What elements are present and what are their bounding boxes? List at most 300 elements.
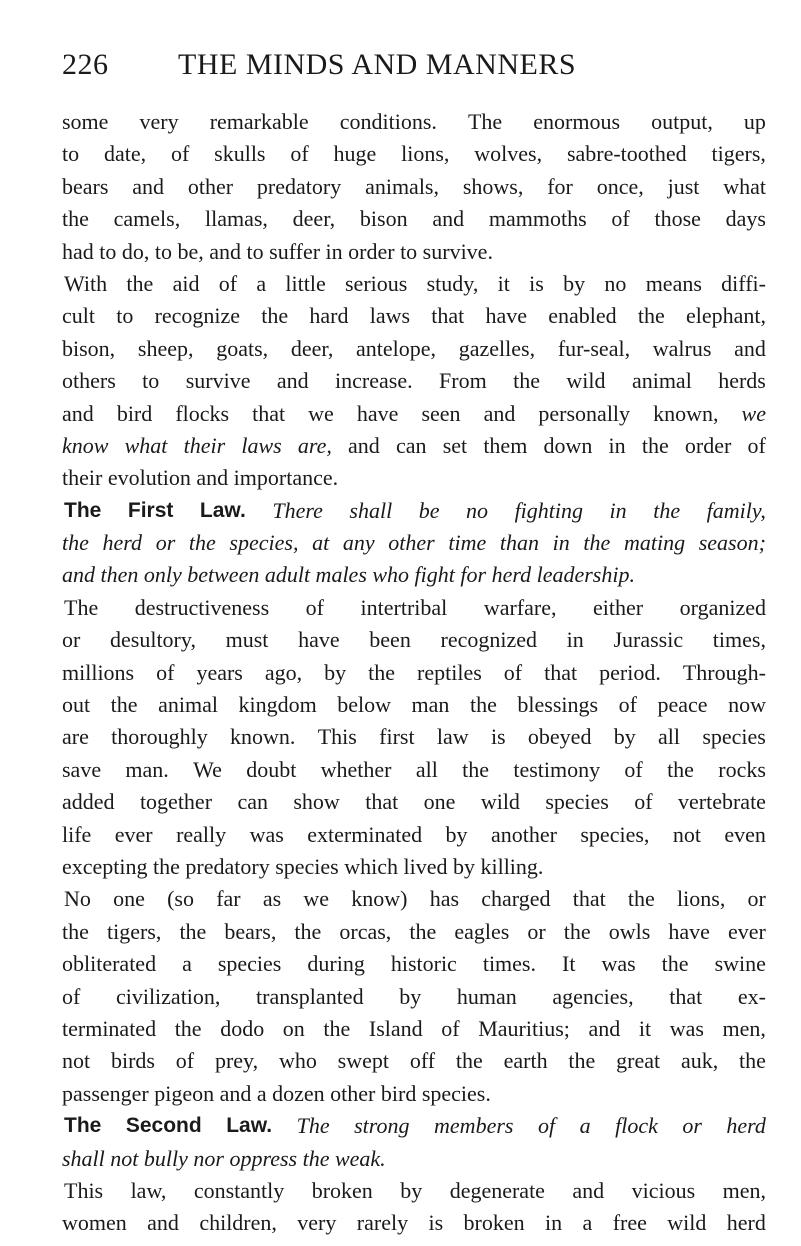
word: and <box>483 400 516 426</box>
word: cult <box>62 303 95 329</box>
text-line: passenger pigeon and a dozen other bird species. <box>62 1080 491 1106</box>
word: the <box>179 918 207 944</box>
word: the <box>62 206 89 232</box>
word: the <box>563 918 591 944</box>
word: Law. <box>226 1114 273 1138</box>
body-text <box>62 106 766 1240</box>
word: children, <box>199 1210 277 1236</box>
text-line <box>62 171 766 203</box>
word: the <box>261 303 289 329</box>
word: broken <box>311 1177 373 1203</box>
word: other <box>388 530 435 556</box>
word: in <box>566 627 584 653</box>
word: diffi- <box>721 270 766 296</box>
word: The <box>64 498 102 522</box>
word: those <box>654 206 701 232</box>
word: llamas, <box>204 206 268 232</box>
word: that <box>572 886 606 912</box>
text-line <box>62 883 766 915</box>
word: hard <box>309 303 349 329</box>
word: the <box>627 886 655 912</box>
word: kingdom <box>238 692 317 718</box>
word: Jurassic <box>613 627 684 653</box>
word: known, <box>653 400 719 426</box>
word: who <box>278 1048 317 1074</box>
word: the <box>62 918 89 944</box>
running-head <box>62 48 640 88</box>
word: ever <box>114 821 153 847</box>
word: once, <box>596 173 644 199</box>
text-line <box>62 1175 766 1207</box>
word: mammoths <box>488 206 587 232</box>
word: man. <box>125 756 169 782</box>
word: rarely <box>356 1210 409 1236</box>
word: flock <box>615 1113 658 1139</box>
text-line <box>62 1013 766 1045</box>
word: period. <box>599 659 661 685</box>
word: in <box>608 432 626 458</box>
word: ever <box>728 918 766 944</box>
word: out <box>62 692 91 718</box>
word: degenerate <box>449 1177 545 1203</box>
word: the <box>653 497 681 523</box>
text-line <box>62 981 766 1013</box>
word: of <box>611 206 630 232</box>
word: days <box>725 206 766 232</box>
word: great <box>616 1048 661 1074</box>
word: transplanted <box>256 983 364 1009</box>
law-line <box>62 559 766 591</box>
text-line <box>62 300 766 332</box>
word: animals, <box>365 173 439 199</box>
word: times. <box>482 951 536 977</box>
text-line <box>62 106 766 138</box>
word: Law. <box>199 498 246 522</box>
word: can <box>237 789 268 815</box>
text-line <box>62 786 766 818</box>
word: The <box>64 1114 102 1138</box>
word: wild <box>480 789 520 815</box>
word: enormous <box>533 109 621 134</box>
word: herd <box>726 1210 766 1236</box>
word: order <box>684 432 732 458</box>
word: fighting <box>514 497 584 523</box>
word: first <box>379 724 415 750</box>
word: terminated <box>62 1015 157 1041</box>
text-line <box>62 754 766 786</box>
word: obeyed <box>527 724 592 750</box>
word: survive <box>185 368 251 394</box>
word: recognize <box>154 303 241 329</box>
word: and <box>348 432 380 458</box>
word: is <box>490 724 506 750</box>
word: species, <box>229 530 299 556</box>
word: set <box>442 432 468 458</box>
word: It <box>562 951 576 977</box>
word: This <box>317 724 357 750</box>
law-text: shall not bully nor oppress the weak. <box>62 1145 386 1171</box>
word: conditions. <box>339 109 437 134</box>
word: we <box>303 886 330 912</box>
word: just <box>667 173 700 199</box>
word: means <box>645 270 702 296</box>
word: life <box>62 821 92 847</box>
word: as <box>262 886 282 912</box>
word: we <box>308 400 334 426</box>
word: doubt <box>246 756 297 782</box>
word: seen <box>421 400 461 426</box>
word: or <box>155 530 176 556</box>
word: and <box>572 1177 605 1203</box>
word: or <box>682 1113 702 1139</box>
law-text: and then only between adult males who fight for herd leadership. <box>62 562 635 588</box>
word: and <box>432 206 465 232</box>
word: species, <box>580 821 650 847</box>
word: below <box>337 692 392 718</box>
word: This <box>64 1177 104 1203</box>
word: desultory, <box>110 627 196 653</box>
word: constantly <box>193 1177 285 1203</box>
text-line <box>62 398 766 430</box>
word: mating <box>623 530 686 556</box>
word: flocks <box>175 400 230 426</box>
word: testimony <box>513 756 601 782</box>
word: really <box>176 821 227 847</box>
word: The <box>296 1113 330 1139</box>
word: another <box>490 821 557 847</box>
word: was <box>669 1015 704 1041</box>
law-line <box>62 1110 766 1142</box>
word: that <box>544 659 578 685</box>
text-line: excepting the predatory species which lived by killing. <box>62 853 544 879</box>
word: other <box>187 173 234 199</box>
word: are <box>62 724 89 750</box>
word: serious <box>345 270 408 296</box>
text-line <box>62 1207 766 1239</box>
word: it <box>497 270 510 296</box>
word: thoroughly <box>111 724 208 750</box>
word: that <box>365 789 399 815</box>
word: orcas, <box>339 918 392 944</box>
word: Second <box>125 1114 202 1138</box>
word: the <box>126 270 154 296</box>
word: tigers, <box>711 141 766 167</box>
word: species <box>217 951 282 977</box>
word: in <box>545 1210 563 1236</box>
word: very <box>139 109 179 134</box>
word: study, <box>426 270 479 296</box>
word: not <box>62 1048 91 1074</box>
word: walrus <box>652 335 712 361</box>
word: animal <box>631 368 692 394</box>
text-line: had to do, to be, and to suffer in order to survive. <box>62 238 493 264</box>
word: deer, <box>292 206 336 232</box>
word: predatory <box>256 173 342 199</box>
word: bears, <box>224 918 277 944</box>
word: wolves, <box>474 141 543 167</box>
word: must <box>225 627 269 653</box>
word: save <box>62 756 102 782</box>
word: wild <box>667 1210 707 1236</box>
word: men, <box>722 1015 766 1041</box>
word: of <box>170 141 190 167</box>
word: exterminated <box>307 821 423 847</box>
word: for <box>547 173 573 199</box>
word: From <box>439 368 487 394</box>
text-line <box>62 657 766 689</box>
word: bird <box>116 400 153 426</box>
text-line <box>62 430 766 462</box>
word: the <box>110 692 138 718</box>
word: bison <box>359 206 408 232</box>
word: the <box>661 951 689 977</box>
word: (so <box>167 886 194 912</box>
word: it <box>638 1015 652 1041</box>
word: of <box>624 756 643 782</box>
word: of <box>175 1048 195 1074</box>
word: historic <box>390 951 457 977</box>
word: prey, <box>214 1048 259 1074</box>
word: is <box>529 270 544 296</box>
word: peace <box>657 692 708 718</box>
word: by <box>399 983 422 1009</box>
word: women <box>62 1210 127 1236</box>
word: of <box>441 1015 460 1041</box>
word: the <box>583 530 611 556</box>
word: and <box>276 368 309 394</box>
word: a <box>582 1210 593 1236</box>
word: any <box>342 530 375 556</box>
word: not <box>672 821 701 847</box>
word: of <box>305 594 324 620</box>
word: reptiles <box>417 659 482 685</box>
word: others <box>62 368 116 394</box>
word: are, <box>297 432 332 458</box>
word: vertebrate <box>678 789 766 815</box>
word: far <box>216 886 241 912</box>
word: on <box>282 1015 305 1041</box>
word: all <box>415 756 438 782</box>
text-line <box>62 138 766 170</box>
word: and <box>132 173 165 199</box>
word: elephant, <box>685 303 766 329</box>
word: laws <box>369 303 411 329</box>
word: huge <box>333 141 377 167</box>
word: some <box>62 109 109 134</box>
word: known. <box>230 724 296 750</box>
word: sheep, <box>137 335 194 361</box>
word: whether <box>320 756 392 782</box>
word: birds <box>110 1048 155 1074</box>
word: swept <box>337 1048 389 1074</box>
word: of <box>290 141 309 167</box>
word: that <box>669 983 703 1009</box>
word: have <box>485 303 527 329</box>
word: swine <box>714 951 766 977</box>
word: dodo <box>220 1015 265 1041</box>
text-line <box>62 624 766 656</box>
word: laws <box>241 432 282 458</box>
word: ex- <box>737 983 766 1009</box>
word: bears <box>62 173 109 199</box>
word: lions, <box>677 886 726 912</box>
word: output, <box>651 109 713 134</box>
word: than <box>499 530 540 556</box>
word: broken <box>463 1210 525 1236</box>
word: all <box>658 724 681 750</box>
word: their <box>183 432 226 458</box>
word: law, <box>130 1177 167 1203</box>
word: the <box>637 303 665 329</box>
word: show <box>293 789 340 815</box>
word: either <box>593 594 644 620</box>
word: millions <box>62 659 135 685</box>
word: deer, <box>290 335 334 361</box>
word: increase. <box>335 368 413 394</box>
word: the <box>513 368 540 394</box>
word: in <box>552 530 570 556</box>
word: tigers, <box>106 918 162 944</box>
word: members <box>434 1113 514 1139</box>
word: and <box>62 400 94 426</box>
word: The <box>64 594 99 620</box>
word: herd <box>102 530 143 556</box>
word: one <box>423 789 456 815</box>
word: the <box>174 1015 202 1041</box>
word: animal <box>158 692 218 718</box>
word: added <box>62 789 115 815</box>
word: a <box>256 270 267 296</box>
text-line: their evolution and importance. <box>62 465 339 491</box>
word: warfare, <box>483 594 557 620</box>
word: of <box>503 659 523 685</box>
word: the <box>667 756 694 782</box>
word: date, <box>103 141 147 167</box>
word: personally <box>538 400 631 426</box>
word: of <box>537 1113 556 1139</box>
word: has <box>429 886 460 912</box>
word: of <box>747 432 766 458</box>
text-line <box>62 203 766 235</box>
law-line <box>62 495 766 527</box>
word: be <box>418 497 440 523</box>
word: charged <box>481 886 551 912</box>
word: or <box>62 627 81 653</box>
word: ago, <box>264 659 303 685</box>
word: very <box>297 1210 337 1236</box>
law-line <box>62 1143 766 1175</box>
word: law <box>436 724 469 750</box>
text-line <box>62 333 766 365</box>
word: the <box>455 1048 483 1074</box>
word: to <box>62 141 80 167</box>
word: fur-seal, <box>557 335 631 361</box>
word: little <box>285 270 326 296</box>
word: and <box>588 1015 621 1041</box>
word: one <box>113 886 145 912</box>
word: of <box>156 659 175 685</box>
word: no <box>466 497 489 523</box>
word: sabre-toothed <box>566 141 687 167</box>
word: the <box>641 432 669 458</box>
word: recognized <box>440 627 537 653</box>
word: civilization, <box>115 983 221 1009</box>
text-line <box>62 592 766 624</box>
word: owls <box>608 918 651 944</box>
word: have <box>356 400 399 426</box>
word: time <box>448 530 487 556</box>
word: men, <box>722 1177 766 1203</box>
word: Mauritius; <box>478 1015 570 1041</box>
word: rocks <box>718 756 766 782</box>
word: or <box>527 918 546 944</box>
word: destructiveness <box>134 594 270 620</box>
word: lions, <box>401 141 450 167</box>
word: of <box>62 983 81 1009</box>
text-line <box>62 948 766 980</box>
word: There <box>272 497 323 523</box>
word: wild <box>566 368 606 394</box>
word: what <box>124 432 168 458</box>
law-line <box>62 527 766 559</box>
word: have <box>668 918 710 944</box>
word: a <box>182 951 192 977</box>
word: No <box>64 886 91 912</box>
word: shall <box>349 497 393 523</box>
word: times, <box>712 627 766 653</box>
page-number: 226 <box>62 48 109 81</box>
word: and <box>734 335 766 361</box>
word: that <box>252 400 286 426</box>
word: herds <box>718 368 766 394</box>
word: the <box>188 530 216 556</box>
word: vicious <box>631 1177 696 1203</box>
text-line <box>62 819 766 851</box>
word: to <box>116 303 134 329</box>
word: a <box>579 1113 591 1139</box>
word: blessings <box>517 692 599 718</box>
word: by <box>563 270 586 296</box>
word: the <box>568 1048 596 1074</box>
word: know <box>62 432 109 458</box>
word: we <box>741 400 766 426</box>
word: Through- <box>682 659 766 685</box>
word: years <box>196 659 243 685</box>
word: aid <box>172 270 200 296</box>
word: human <box>456 983 517 1009</box>
word: gazelles, <box>458 335 536 361</box>
word: The <box>467 109 503 134</box>
text-line <box>62 916 766 948</box>
word: the <box>62 530 89 556</box>
word: skulls <box>214 141 266 167</box>
word: even <box>724 821 766 847</box>
word: up <box>743 109 766 134</box>
word: species <box>702 724 766 750</box>
word: the <box>368 659 396 685</box>
word: during <box>307 951 365 977</box>
word: of <box>218 270 238 296</box>
word: antelope, <box>356 335 437 361</box>
word: free <box>612 1210 647 1236</box>
text-line <box>62 689 766 721</box>
word: Island <box>368 1015 423 1041</box>
word: the <box>739 1048 766 1074</box>
word: been <box>369 627 411 653</box>
text-line <box>62 1045 766 1077</box>
word: shows, <box>462 173 524 199</box>
text-line <box>62 268 766 300</box>
